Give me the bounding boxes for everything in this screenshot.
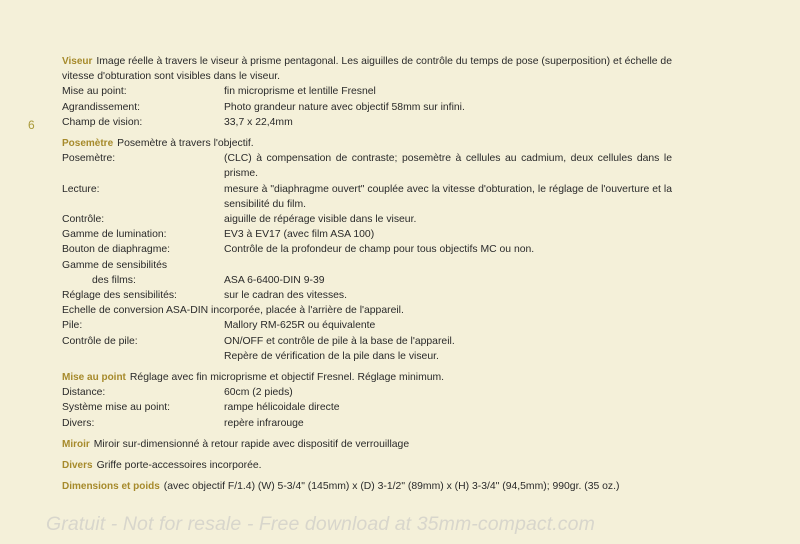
spec-value-line: Repère de vérification de la pile dans le viseur. <box>224 350 439 362</box>
mise-au-point-heading: Mise au point <box>62 372 126 384</box>
section-posemetre <box>62 136 672 364</box>
spec-value: Mallory RM-625R ou équivalente <box>224 320 376 332</box>
spec-label: Lecture: <box>62 183 100 195</box>
echelle-line: Echelle de conversion ASA-DIN incorporée, placée à l'arrière de l'appareil. <box>62 305 404 317</box>
spec-value: EV3 à EV17 (avec film ASA 100) <box>224 229 375 241</box>
spec-row <box>62 334 672 364</box>
spec-row <box>62 100 672 115</box>
spec-row <box>62 400 672 415</box>
section-viseur <box>62 54 672 130</box>
viseur-heading: Viseur <box>62 56 93 67</box>
spec-value: fin microprisme et lentille Fresnel <box>224 86 376 98</box>
spec-row <box>62 416 672 431</box>
spec-content <box>62 54 672 494</box>
spec-row <box>62 115 672 130</box>
section-mise-au-point <box>62 370 672 431</box>
spec-row <box>62 258 672 273</box>
dimensions-heading: Dimensions et poids <box>62 481 160 493</box>
posemetre-heading: Posemètre <box>62 138 114 150</box>
spec-value-line: ON/OFF et contrôle de pile à la base de l'appareil. <box>224 335 455 347</box>
spec-label: Gamme de lumination: <box>62 229 167 241</box>
spec-row <box>62 227 672 242</box>
spec-label: Champ de vision: <box>62 116 143 128</box>
mise-au-point-intro-text: Réglage avec fin microprisme et objectif Fresnel. Réglage minimum. <box>129 372 445 384</box>
spec-row <box>62 318 672 333</box>
spec-label: Mise au point: <box>62 86 127 98</box>
spec-label: Bouton de diaphragme: <box>62 244 171 256</box>
dimensions-intro-text: (avec objectif F/1.4) (W) 5-3/4" (145mm) x (D) 3-1/2" (89mm) x (H) 3-3/4" (94,5mm); 990gr. (35 oz.) <box>163 481 620 493</box>
divers-intro <box>62 458 672 473</box>
watermark-footer: Gratuit - Not for resale - Free download at 35mm-compact.com <box>46 513 595 535</box>
spec-label: Pile: <box>62 320 83 332</box>
dimensions-intro <box>62 479 672 494</box>
section-miroir <box>62 437 672 452</box>
spec-label: Divers: <box>62 417 95 429</box>
spec-row <box>62 212 672 227</box>
spec-value: sur le cadran des vitesses. <box>224 290 348 302</box>
spec-label: Posemètre: <box>62 153 116 165</box>
spec-row <box>62 151 672 181</box>
spec-value: repère infrarouge <box>224 417 304 429</box>
miroir-heading: Miroir <box>62 438 90 450</box>
spec-value: 60cm (2 pieds) <box>224 387 293 399</box>
divers-heading: Divers <box>62 460 93 472</box>
spec-row <box>62 385 672 400</box>
posemetre-intro-text: Posemètre à travers l'objectif. <box>117 138 254 150</box>
spec-label: Réglage des sensibilités: <box>62 290 177 302</box>
spec-label: Contrôle: <box>62 214 105 226</box>
spec-label: Distance: <box>62 387 106 399</box>
spec-label: Agrandissement: <box>62 101 140 113</box>
miroir-intro-text: Miroir sur-dimensionné à retour rapide avec dispositif de verrouillage <box>93 438 410 450</box>
spec-value: aiguille de répérage visible dans le viseur. <box>224 214 417 226</box>
spec-value: Photo grandeur nature avec objectif 58mm sur infini. <box>224 101 465 113</box>
mise-au-point-intro <box>62 370 672 385</box>
spec-value: ASA 6-6400-DIN 9-39 <box>224 274 325 286</box>
section-dimensions <box>62 479 672 494</box>
spec-label: Gamme de sensibilités <box>62 259 168 271</box>
miroir-intro <box>62 437 672 452</box>
viseur-intro <box>62 54 672 84</box>
spec-label: des films: <box>92 274 136 286</box>
spec-value: rampe hélicoidale directe <box>224 402 340 414</box>
viseur-intro-text: Image réelle à travers le viseur à prisme pentagonal. Les aiguilles de contrôle du temps de pose (superposition) et échelle de vitesse d'obturation sont visibles dans le viseur. <box>62 56 672 83</box>
spec-row <box>62 242 672 257</box>
spec-value: mesure à "diaphragme ouvert" couplée avec la vitesse d'obturation, le réglage de l'ouverture et la sensibilité du film. <box>224 183 672 210</box>
spec-row <box>62 288 672 303</box>
spec-row <box>62 84 672 99</box>
spec-row <box>62 273 672 288</box>
spec-value: 33,7 x 22,4mm <box>224 116 293 128</box>
page-number: 6 <box>28 118 35 132</box>
spec-label: Contrôle de pile: <box>62 335 138 347</box>
spec-value <box>224 334 672 364</box>
spec-value: (CLC) à compensation de contraste; posemètre à cellules au cadmium, deux cellules dans le prisme. <box>224 153 672 180</box>
spec-value: Contrôle de la profondeur de champ pour tous objectifs MC ou non. <box>224 244 535 256</box>
spec-row <box>62 182 672 212</box>
divers-intro-text: Griffe porte-accessoires incorporée. <box>96 460 262 472</box>
posemetre-intro <box>62 136 672 151</box>
section-divers <box>62 458 672 473</box>
spec-label: Système mise au point: <box>62 402 170 414</box>
